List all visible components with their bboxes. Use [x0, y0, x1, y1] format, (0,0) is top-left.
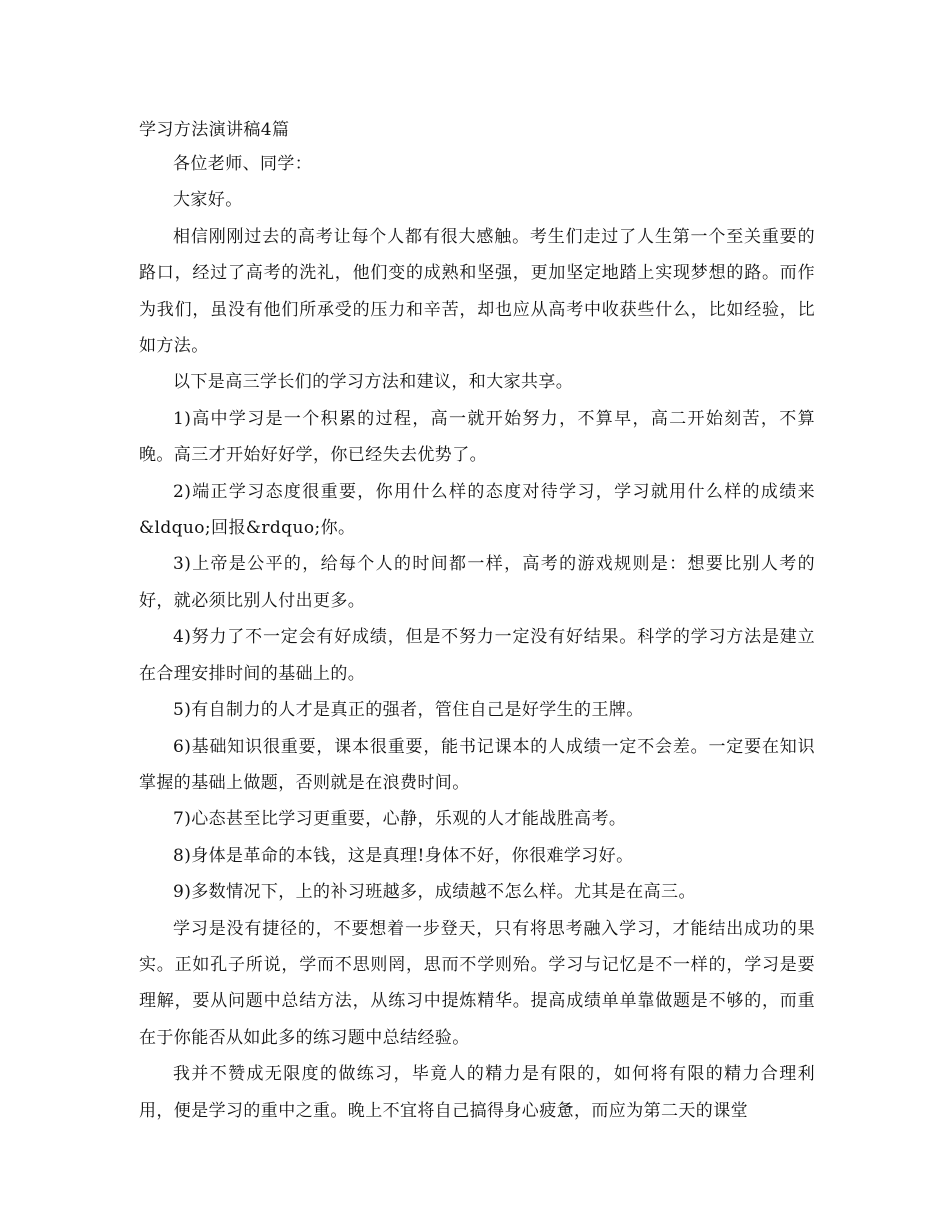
tip-paragraph-5: 5)有自制力的人才是真正的强者，管住自己是好学生的王牌。	[173, 700, 644, 721]
salutation-paragraph: 大家好。	[173, 190, 243, 211]
tip-paragraph-8: 8)身体是革命的本钱，这是真理!身体不好，你很难学习好。	[173, 845, 634, 866]
tip-paragraph-2: 2)端正学习态度很重要，你用什么样的态度对待学习，学习就用什么样的成绩来&ldquo;回报&rdquo;你。	[139, 481, 815, 539]
tip-paragraph-7: 7)心态甚至比学习更重要，心静，乐观的人才能战胜高考。	[173, 809, 627, 830]
body-paragraph: 我并不赞成无限度的做练习，毕竟人的精力是有限的，如何将有限的精力合理利用，便是学习的重中之重。晚上不宜将自己搞得身心疲惫，而应为第二天的课堂	[139, 1064, 815, 1121]
tip-paragraph-9: 9)多数情况下，上的补习班越多，成绩越不怎么样。尤其是在高三。	[173, 882, 696, 903]
tip-paragraph-1: 1)高中学习是一个积累的过程，高一就开始努力，不算早，高二开始刻苦，不算晚。高三才开始好好学，你已经失去优势了。	[139, 408, 815, 466]
tip-paragraph-4: 4)努力了不一定会有好成绩，但是不努力一定没有好结果。科学的学习方法是建立在合理安排时间的基础上的。	[139, 627, 815, 684]
intro-paragraph: 相信刚刚过去的高考让每个人都有很大感触。考生们走过了人生第一个至关重要的路口，经过了高考的洗礼，他们变的成熟和坚强，更加坚定地踏上实现梦想的路。而作为我们，虽没有他们所承受的压力和辛苦，却也应从高考中收获些什么，比如经验，比如方法。	[139, 226, 815, 357]
tip-paragraph-3: 3)上帝是公平的，给每个人的时间都一样，高考的游戏规则是：想要比别人考的好，就必须比别人付出更多。	[139, 554, 815, 611]
greeting-paragraph: 各位老师、同学：	[173, 154, 313, 174]
document-title: 学习方法演讲稿4篇	[139, 120, 290, 140]
share-paragraph: 以下是高三学长们的学习方法和建议，和大家共享。	[173, 372, 574, 393]
body-paragraph: 学习是没有捷径的，不要想着一步登天，只有将思考融入学习，才能结出成功的果实。正如孔子所说，学而不思则罔，思而不学则殆。学习与记忆是不一样的，学习是要理解，要从问题中总结方法，从练习中提炼精华。提高成绩单单靠做题是不够的，而重在于你能否从如此多的练习题中总结经验。	[139, 918, 815, 1048]
document-body	[139, 114, 815, 1129]
tip-paragraph-6: 6)基础知识很重要，课本很重要，能书记课本的人成绩一定不会差。一定要在知识掌握的基础上做题，否则就是在浪费时间。	[139, 736, 815, 793]
